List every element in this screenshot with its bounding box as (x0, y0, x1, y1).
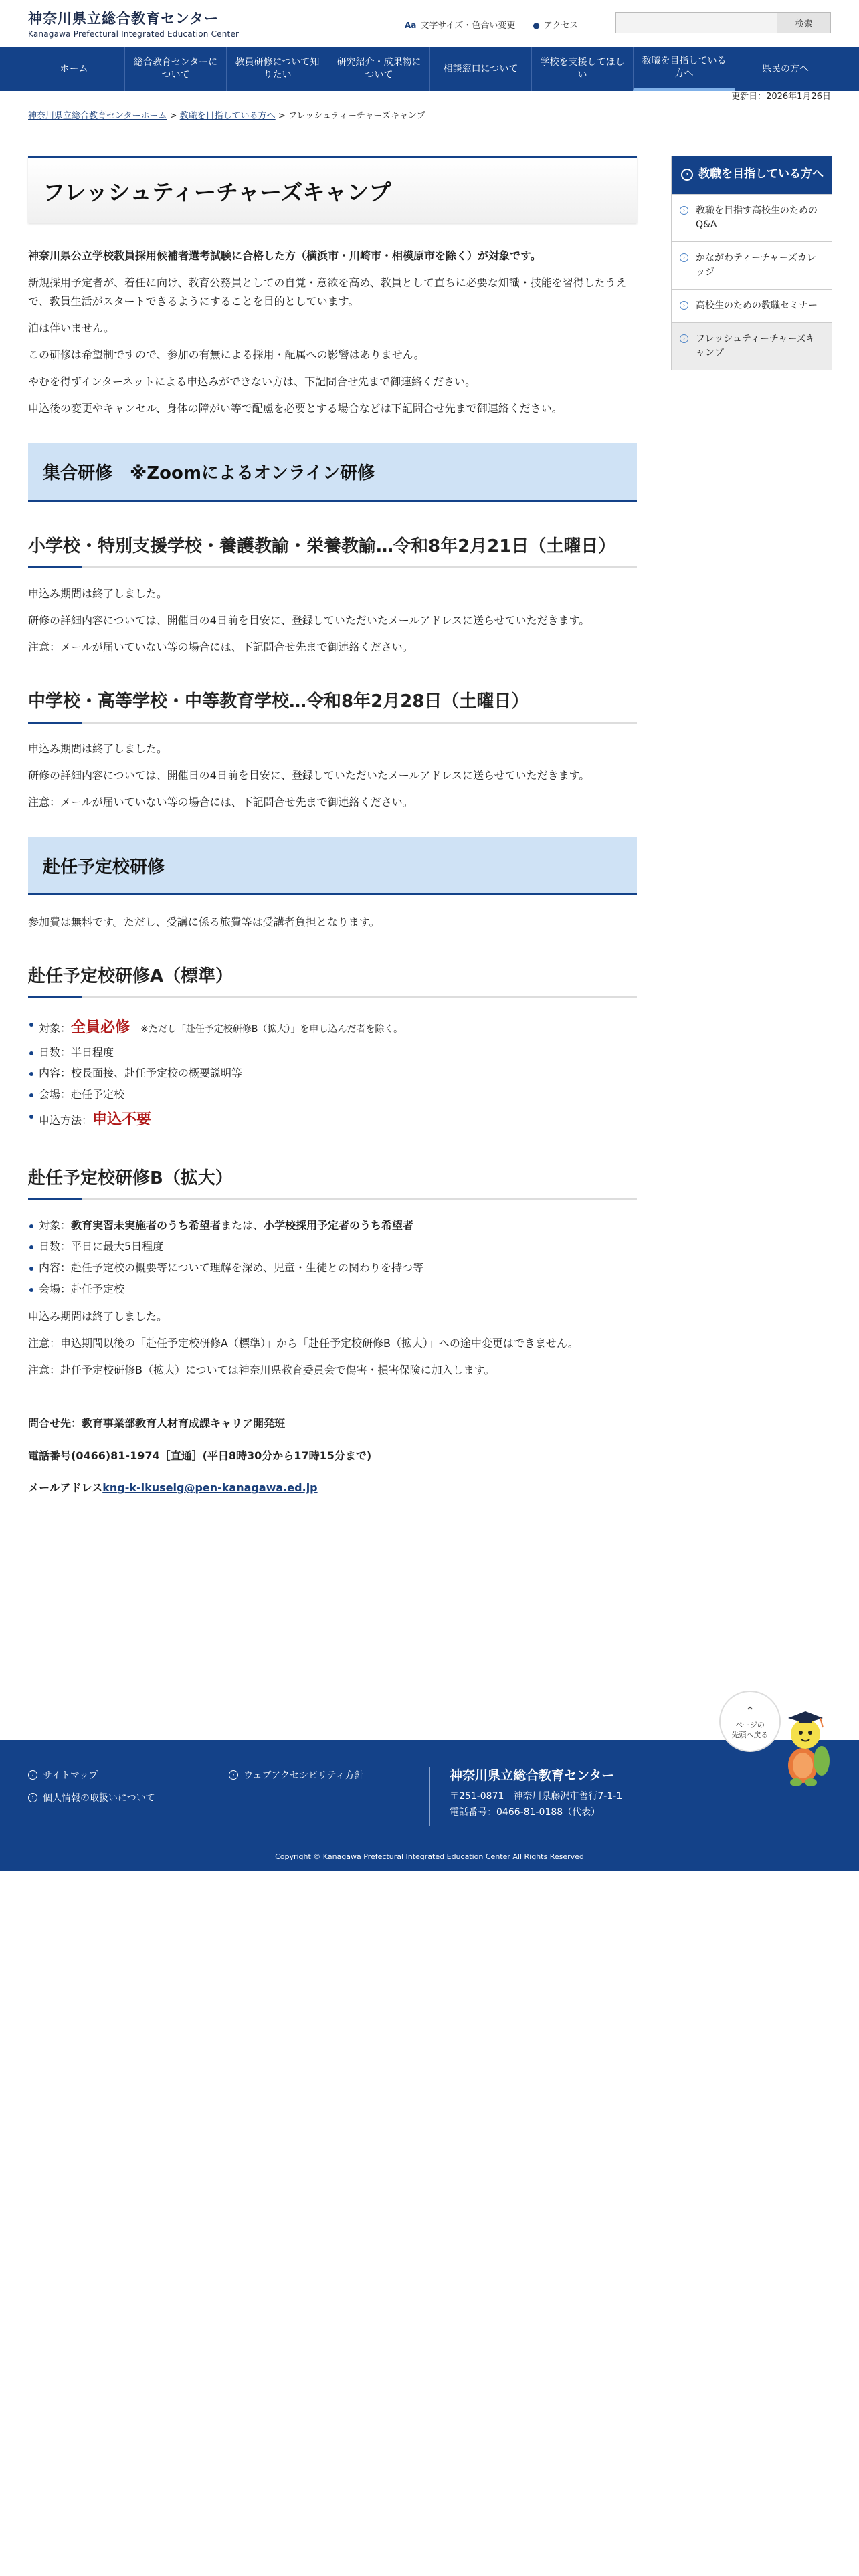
font-color-label: 文字サイズ・色合い変更 (420, 21, 516, 31)
breadcrumb-separator: > (278, 111, 286, 121)
breadcrumb-current: フレッシュティーチャーズキャンプ (288, 111, 425, 121)
list-item: 日数：半日程度 (28, 1043, 637, 1063)
required-label: 全員必修 (71, 1019, 130, 1036)
breadcrumb-separator: > (169, 111, 177, 121)
chevron-up-icon: ⌃ (745, 1705, 755, 1719)
chevron-circle-icon: › (680, 301, 688, 310)
breadcrumb-home[interactable]: 神奈川県立総合教育センターホーム (28, 111, 167, 121)
list-item: 会場：赴任予定校 (28, 1280, 637, 1299)
font-size-icon: Aa (405, 21, 417, 30)
intro-paragraph: やむを得ずインターネットによる申込みができない方は、下記問合せ先まで御連絡ください。 (28, 375, 476, 388)
updated-date: 更新日：2026年1月26日 (731, 92, 831, 102)
site-logo[interactable] (28, 8, 239, 39)
location-pin-icon: ● (533, 21, 540, 30)
application-closed-text: 申込み期間は終了しました。 (28, 742, 168, 755)
breadcrumb-parent[interactable]: 教職を目指している方へ (179, 111, 276, 121)
nav-item-research[interactable]: 研究紹介・成果物について (328, 47, 430, 91)
intro-paragraph: この研修は希望制ですので、参加の有無による採用・配属への影響はありません。 (28, 348, 425, 361)
contact-email: メールアドレスkng-k-ikuseig@pen-kanagawa.ed.jp (28, 1481, 318, 1494)
access-link[interactable] (533, 18, 578, 31)
footer-info (450, 1765, 622, 1821)
note-text: 注意：メールが届いていない等の場合には、下記問合せ先まで御連絡ください。 (28, 641, 413, 653)
logo-subtitle: Kanagawa Prefectural Integrated Education Center (28, 29, 240, 39)
side-nav-heading[interactable]: › 教職を目指している方へ (672, 156, 832, 194)
logo-title: 神奈川県立総合教育センター (28, 11, 219, 27)
list-item: 内容：赴任予定校の概要等について理解を深め、児童・生徒との関わりを持つ等 (28, 1259, 637, 1278)
footer-address: 〒251-0871 神奈川県藤沢市善行7-1-1 (450, 1791, 623, 1802)
site-header (0, 0, 859, 47)
intro-paragraph: 申込後の変更やキャンセル、身体の障がい等で配慮を必要とする場合などは下記問合せ先まで御連絡ください。 (28, 402, 563, 415)
main-content (28, 156, 637, 1511)
subheading-secondary: 中学校・高等学校・中等教育学校…令和8年2月28日（土曜日） (28, 687, 637, 724)
list-item: 対象：全員必修 ※ただし「赴任予定校研修B（拡大）」を申し込んだ者を除く。 (28, 1014, 637, 1041)
training-a-list (28, 1014, 637, 1134)
no-application-label: 申込不要 (92, 1111, 152, 1128)
note-text: 注意：申込期間以後の「赴任予定校研修A（標準）」から「赴任予定校研修B（拡大）」への途中変更はできません。 (28, 1336, 579, 1350)
chevron-circle-icon: › (28, 1770, 37, 1780)
footer-link-sitemap[interactable]: › サイトマップ (28, 1768, 98, 1782)
application-closed-text: 申込み期間は終了しました。 (28, 1309, 168, 1323)
font-color-link[interactable] (405, 18, 515, 31)
contact-phone: 電話番号(0466)81-1974［直通］(平日8時30分から17時15分まで) (28, 1448, 372, 1462)
fee-text: 参加費は無料です。ただし、受講に係る旅費等は受講者負担となります。 (28, 916, 380, 928)
copyright: Copyright © Kanagawa Prefectural Integrated Education Center All Rights Reserved (275, 1852, 584, 1861)
page-title: フレッシュティーチャーズキャンプ (28, 156, 637, 223)
site-footer (0, 1740, 859, 1871)
list-item: 内容：校長面接、赴任予定校の概要説明等 (28, 1064, 637, 1083)
nav-item-consultation[interactable]: 相談窓口について (430, 47, 531, 91)
training-b-list (28, 1216, 637, 1299)
page-top-button[interactable]: ⌃ ページの 先頭へ戻る (719, 1691, 781, 1752)
list-item: 対象：教育実習未実施者のうち希望者または、小学校採用予定者のうち希望者 (28, 1216, 637, 1236)
side-nav-item-qa[interactable]: › 教職を目指す高校生のためのQ&A (672, 194, 832, 241)
chevron-circle-icon: › (680, 206, 688, 215)
chevron-circle-icon: › (680, 334, 688, 343)
subheading-elementary: 小学校・特別支援学校・養護教諭・栄養教諭…令和8年2月21日（土曜日） (28, 532, 637, 568)
section-heading-school-training: 赴任予定校研修 (28, 837, 637, 895)
nav-item-home[interactable]: ホーム (23, 47, 124, 91)
application-closed-text: 申込み期間は終了しました。 (28, 587, 168, 600)
turtle-mascot-icon (776, 1702, 836, 1789)
footer-org-name: 神奈川県立総合教育センター (450, 1768, 615, 1783)
email-link[interactable]: kng-k-ikuseig@pen-kanagawa.ed.jp (102, 1481, 318, 1494)
side-nav (671, 156, 832, 370)
list-item: 会場：赴任予定校 (28, 1085, 637, 1105)
intro-target: 神奈川県公立学校教員採用候補者選考試験に合格した方（横浜市・川崎市・相模原市を除く）が対象です。 (28, 249, 541, 262)
breadcrumb (28, 108, 859, 121)
search-input[interactable] (615, 12, 777, 33)
chevron-circle-icon: › (680, 253, 688, 262)
chevron-circle-icon: › (229, 1770, 238, 1780)
note-text: 注意：赴任予定校研修B（拡大）については神奈川県教育委員会で傷害・損害保険に加入します。 (28, 1363, 495, 1376)
details-text: 研修の詳細内容については、開催日の4日前を目安に、登録していただいたメールアドレスに送らせていただきます。 (28, 614, 590, 627)
chevron-circle-icon: › (28, 1793, 37, 1802)
details-text: 研修の詳細内容については、開催日の4日前を目安に、登録していただいたメールアドレスに送らせていただきます。 (28, 769, 590, 782)
list-item: 申込方法：申込不要 (28, 1107, 637, 1134)
search-button[interactable]: 検索 (777, 12, 831, 33)
nav-item-citizens[interactable]: 県民の方へ (735, 47, 836, 91)
list-item: 日数：平日に最大5日程度 (28, 1237, 637, 1257)
subheading-training-b: 赴任予定校研修B（拡大） (28, 1164, 637, 1200)
side-nav-item-fresh-camp[interactable]: › フレッシュティーチャーズキャンプ (672, 322, 832, 370)
chevron-circle-icon: › (681, 169, 693, 181)
side-nav-item-teachers-college[interactable]: › かながわティーチャーズカレッジ (672, 241, 832, 289)
nav-item-training[interactable]: 教員研修について知りたい (226, 47, 328, 91)
access-label: アクセス (543, 21, 579, 31)
note-text: 注意：メールが届いていない等の場合には、下記問合せ先まで御連絡ください。 (28, 796, 413, 809)
nav-item-about[interactable]: 総合教育センターについて (124, 47, 226, 91)
intro-paragraph: 泊は伴いません。 (28, 322, 114, 334)
section-heading-group-training: 集合研修 ※Zoomによるオンライン研修 (28, 443, 637, 502)
intro-paragraph: 新規採用予定者が、着任に向け、教育公務員としての自覚・意欲を高め、教員として直ちに必要な知識・技能を習得したうえで、教員生活がスタートできるようにすることを目的としています。 (28, 276, 627, 308)
nav-item-aspiring-teachers[interactable]: 教職を目指している方へ (633, 47, 735, 91)
nav-item-school-support[interactable]: 学校を支援してほしい (531, 47, 633, 91)
side-nav-item-seminar[interactable]: › 高校生のための教職セミナー (672, 289, 832, 322)
subheading-training-a: 赴任予定校研修A（標準） (28, 962, 637, 998)
contact-department: 問合せ先：教育事業部教育人材育成課キャリア開発班 (28, 1416, 286, 1430)
global-nav (0, 47, 859, 91)
footer-link-privacy[interactable]: › 個人情報の取扱いについて (28, 1791, 155, 1804)
contact-info (28, 1414, 637, 1497)
site-search (615, 12, 831, 33)
footer-link-accessibility[interactable]: › ウェブアクセシビリティ方針 (229, 1768, 364, 1782)
footer-phone: 電話番号：0466-81-0188（代表） (450, 1806, 601, 1818)
